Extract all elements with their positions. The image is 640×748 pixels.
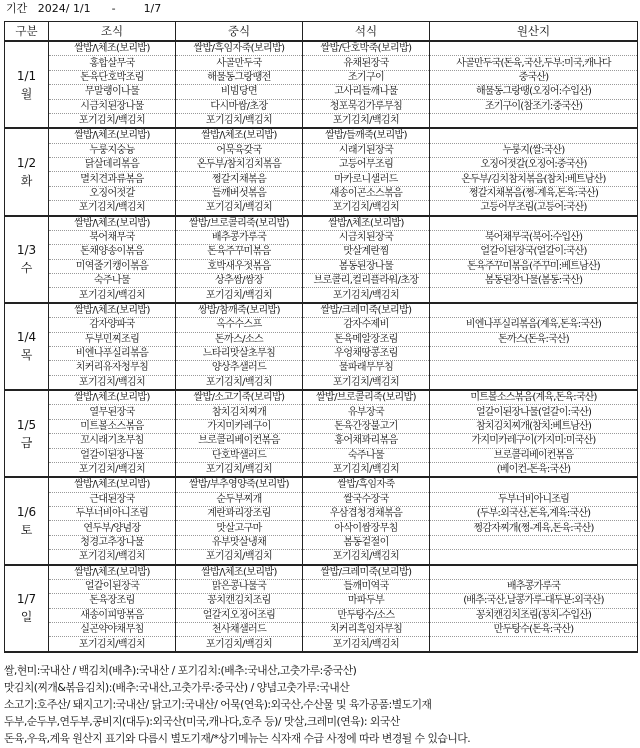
table-row	[5, 70, 638, 84]
day-date: 1/4	[16, 330, 37, 345]
origin-cell: 조기구이(참조기:중국산)	[430, 99, 638, 113]
lunch-cell: 포기김치/백김치	[176, 201, 303, 216]
origin-cell	[430, 550, 638, 565]
table-row	[5, 608, 638, 622]
lunch-cell: 배추콩가루국	[176, 230, 303, 244]
breakfast-cell: 누룽지숭늉	[49, 143, 176, 157]
breakfast-cell: 청경고추장나물	[49, 535, 176, 549]
table-row	[5, 565, 638, 580]
breakfast-cell: 돈채양송이볶음	[49, 245, 176, 259]
origin-cell: 배추콩가루국	[430, 579, 638, 593]
origin-cell: 비엔나푸실리볶음(계육,돈육:국산)	[430, 318, 638, 332]
lunch-cell: 어묵육갖국	[176, 143, 303, 157]
origin-cell: 누룽지(쌀:국산)	[430, 143, 638, 157]
day-cell	[5, 390, 49, 477]
dinner-cell: 만두탕수/소스	[303, 608, 430, 622]
dinner-cell: 포기김치/백김치	[303, 462, 430, 477]
note-line: 쌀,현미:국내산 / 백김치(배추):국내산 / 포기김치:(배추:국내산,고춧가루:중국산)	[4, 664, 357, 677]
lunch-cell: 다시마쌈/초장	[176, 99, 303, 113]
lunch-cell: 돈육주꾸미볶음	[176, 245, 303, 259]
day-cell	[5, 128, 49, 215]
dinner-cell: 시래기된장국	[303, 143, 430, 157]
menu-period: 기간 2024/ 1/1 - 1/7	[6, 2, 162, 15]
origin-cell: 중국산)	[430, 70, 638, 84]
day-date: 1/5	[16, 417, 37, 432]
origin-cell	[430, 565, 638, 580]
origin-cell: 온두부/김치참치볶음(참치:베트남산)	[430, 172, 638, 186]
lunch-cell: 포기김치/백김치	[176, 113, 303, 128]
breakfast-cell: 포기김치/백김치	[49, 113, 176, 128]
lunch-cell: 계란꽈리장조림	[176, 507, 303, 521]
lunch-cell: 포기김치/백김치	[176, 375, 303, 390]
breakfast-cell: 오징어젓갈	[49, 186, 176, 200]
dinner-cell: 감자수제비	[303, 318, 430, 332]
lunch-cell: 쌀밥/흑임자죽(보리밥)	[176, 41, 303, 56]
table-row	[5, 579, 638, 593]
lunch-cell: 참치김치찌개	[176, 405, 303, 419]
origin-cell	[430, 128, 638, 143]
breakfast-cell: 멸치견과류볶음	[49, 172, 176, 186]
dinner-cell: 쌀국수장국	[303, 492, 430, 506]
day-cell	[5, 565, 49, 652]
table-row	[5, 85, 638, 99]
dinner-cell: 숙주나물	[303, 448, 430, 462]
breakfast-cell: 숙주나물	[49, 274, 176, 288]
breakfast-cell: 치커리유자청무침	[49, 361, 176, 375]
origin-cell: (두부:외국산,돈육,계육:국산)	[430, 507, 638, 521]
lunch-cell: 브로콜리베이컨볶음	[176, 434, 303, 448]
table-row	[5, 318, 638, 332]
lunch-cell: 꽁치캔김치조림	[176, 594, 303, 608]
table-row	[5, 245, 638, 259]
origin-cell: (베이컨-돈육:국산)	[430, 462, 638, 477]
day-weekday: 토	[20, 522, 33, 537]
dinner-cell: 봄동된장나물	[303, 259, 430, 273]
breakfast-cell: 근대된장국	[49, 492, 176, 506]
lunch-cell: 맑은콩나물국	[176, 579, 303, 593]
breakfast-cell: 감자양파국	[49, 318, 176, 332]
table-row	[5, 637, 638, 652]
origin-cell: 북어채무국(북어:수입산)	[430, 230, 638, 244]
origin-cell	[430, 216, 638, 231]
dinner-cell: 아삭이쌈장무침	[303, 521, 430, 535]
origin-cell: 가지미카레구이(가지미:미국산)	[430, 434, 638, 448]
breakfast-cell: 연두부/양념장	[49, 521, 176, 535]
header-lunch: 중식	[176, 22, 303, 42]
origin-cell: 미트볼소스볶음(계육,돈육:국산)	[430, 390, 638, 405]
breakfast-cell: 열무된장국	[49, 405, 176, 419]
lunch-cell: 쌀밥/소고기죽(보리밥)	[176, 390, 303, 405]
origin-cell: 만두탕수(돈육:국산)	[430, 623, 638, 637]
origin-cell: 브로콜리베이컨볶음	[430, 448, 638, 462]
table-row	[5, 216, 638, 231]
origin-cell	[430, 535, 638, 549]
lunch-cell: 들깨버섯볶음	[176, 186, 303, 200]
lunch-cell: 돈까스/소스	[176, 332, 303, 346]
breakfast-cell: 쌀밥/\체조(보리밥)	[49, 128, 176, 143]
origin-cell: 고등어무조림(고등어:국산)	[430, 201, 638, 216]
lunch-cell: 옥수수스프	[176, 318, 303, 332]
lunch-cell: 포기김치/백김치	[176, 462, 303, 477]
table-row	[5, 56, 638, 70]
breakfast-cell: 실곤약야채무침	[49, 623, 176, 637]
breakfast-cell: 꼬시래기초무침	[49, 434, 176, 448]
dinner-cell: 브로콜리,컬리플라워/초장	[303, 274, 430, 288]
table-row	[5, 390, 638, 405]
lunch-cell: 천사채샐러드	[176, 623, 303, 637]
breakfast-cell: 무말랭이나물	[49, 85, 176, 99]
breakfast-cell: 얼갈이된장국	[49, 579, 176, 593]
dinner-cell: 우삼겹청경채볶음	[303, 507, 430, 521]
dinner-cell: 포기김치/백김치	[303, 375, 430, 390]
table-row	[5, 361, 638, 375]
origin-cell: 사골만두국(돈육,국산,두부:미국,캐나다	[430, 56, 638, 70]
table-row	[5, 462, 638, 477]
table-row	[5, 448, 638, 462]
origin-cell	[430, 41, 638, 56]
origin-cell: 꽁치캔김치조림(꽁치-수입산)	[430, 608, 638, 622]
table-row	[5, 158, 638, 172]
breakfast-cell: 북어채무국	[49, 230, 176, 244]
origin-cell: 참치김치찌개(참치:베트남산)	[430, 419, 638, 433]
day-weekday: 수	[20, 261, 33, 276]
lunch-cell: 순두부찌개	[176, 492, 303, 506]
header-breakfast: 조식	[49, 22, 176, 42]
table-row	[5, 41, 638, 56]
lunch-cell: 상추쌈/쌈장	[176, 274, 303, 288]
dinner-cell: 돈육간장불고기	[303, 419, 430, 433]
header-origin: 원산지	[430, 22, 638, 42]
day-weekday: 금	[20, 435, 33, 450]
origin-cell	[430, 361, 638, 375]
header-dinner: 석식	[303, 22, 430, 42]
breakfast-cell: 포기김치/백김치	[49, 201, 176, 216]
table-row	[5, 186, 638, 200]
origin-cell: 돈육주꾸미볶음(주꾸미:베트남산)	[430, 259, 638, 273]
dinner-cell: 쌀밥/\체조(보리밥)	[303, 216, 430, 231]
table-header-row	[5, 22, 638, 42]
table-row	[5, 550, 638, 565]
table-row	[5, 303, 638, 318]
table-row	[5, 507, 638, 521]
breakfast-cell: 홍합살무국	[49, 56, 176, 70]
breakfast-cell: 포기김치/백김치	[49, 462, 176, 477]
origin-cell: 두부너비아니조림	[430, 492, 638, 506]
day-cell	[5, 477, 49, 564]
lunch-cell: 온두부/참치김치볶음	[176, 158, 303, 172]
dinner-cell: 치커리흑임자무침	[303, 623, 430, 637]
origin-cell: 해물동그랑땡(오징어:수입산)	[430, 85, 638, 99]
dinner-cell: 포기김치/백김치	[303, 288, 430, 303]
origin-cell: 봄동된장나물(봄동:국산)	[430, 274, 638, 288]
origin-cell	[430, 288, 638, 303]
dinner-cell: 청포묵김가루무침	[303, 99, 430, 113]
dinner-cell: 포기김치/백김치	[303, 201, 430, 216]
breakfast-cell: 두부너비아니조림	[49, 507, 176, 521]
lunch-cell: 호박새우젓볶음	[176, 259, 303, 273]
dinner-cell: 돈육메알장조림	[303, 332, 430, 346]
origin-cell: 얼갈이된장국(얼갈이:국산)	[430, 245, 638, 259]
origin-cell: 쩡감자찌개(쩡-계육,돈육:국산)	[430, 521, 638, 535]
table-row	[5, 419, 638, 433]
day-cell	[5, 216, 49, 303]
dinner-cell: 유채된장국	[303, 56, 430, 70]
dinner-cell: 들깨미역국	[303, 579, 430, 593]
dinner-cell: 홍어채꽈리볶음	[303, 434, 430, 448]
dinner-cell: 쌀밥/들깨죽(보리밥)	[303, 128, 430, 143]
lunch-cell: 양상추샐러드	[176, 361, 303, 375]
breakfast-cell: 돈육단호박조림	[49, 70, 176, 84]
dinner-cell: 마파두부	[303, 594, 430, 608]
dinner-cell: 쌀밥/크레미죽(보리밥)	[303, 565, 430, 580]
lunch-cell: 쌍밥/참깨죽(보리밥)	[176, 303, 303, 318]
table-row	[5, 99, 638, 113]
table-row	[5, 230, 638, 244]
dinner-cell: 쌀밥/크레미죽(보리밥)	[303, 303, 430, 318]
breakfast-cell: 쌀밥/\체조(보리밥)	[49, 390, 176, 405]
day-date: 1/1	[16, 68, 37, 83]
breakfast-cell: 쌀밥/\체조(보리밥)	[49, 41, 176, 56]
table-row	[5, 274, 638, 288]
day-weekday: 일	[20, 610, 33, 625]
day-weekday: 목	[20, 348, 33, 363]
origin-notes	[4, 662, 638, 747]
breakfast-cell: 미역줄기캥이볶음	[49, 259, 176, 273]
origin-cell: 얼갈이된장나물(얼갈이:국산)	[430, 405, 638, 419]
breakfast-cell: 미트볼소스볶음	[49, 419, 176, 433]
origin-cell	[430, 477, 638, 492]
day-date: 1/6	[16, 504, 37, 519]
table-row	[5, 405, 638, 419]
table-row	[5, 346, 638, 360]
dinner-cell: 물파래무무침	[303, 361, 430, 375]
note-line: 소고기:호주산/ 돼지고기:국내산/ 닭고기:국내산/ 어묵(연육):외국산,수산물 및 육가공품:별도기재	[4, 698, 432, 711]
day-cell	[5, 303, 49, 390]
note-line: 돈육,우육,계육 원산지 표기와 다름시 별도기재/*상기메뉴는 식자재 수급 사정에 따라 변경될 수 있습니다.	[4, 732, 471, 745]
table-row	[5, 288, 638, 303]
breakfast-cell: 돈육장조림	[49, 594, 176, 608]
lunch-cell: 쌀밥/\체조(보리밥)	[176, 565, 303, 580]
note-line: 맛김치(찌개&볶음김치):(배추:국내산,고춧가루:중국산) / 양념고춧가루:국내산	[4, 681, 350, 694]
lunch-cell: 쩡갈지채볶음	[176, 172, 303, 186]
lunch-cell: 가지미카레구이	[176, 419, 303, 433]
dinner-cell: 포기김치/백김치	[303, 113, 430, 128]
table-row	[5, 375, 638, 390]
table-row	[5, 259, 638, 273]
breakfast-cell: 쌀밥/\체조(보리밥)	[49, 565, 176, 580]
weekly-meal-table	[4, 21, 638, 653]
table-row	[5, 434, 638, 448]
lunch-cell: 단호박샐러드	[176, 448, 303, 462]
lunch-cell: 얼갈지오징어조림	[176, 608, 303, 622]
lunch-cell: 느타리맛살초무침	[176, 346, 303, 360]
origin-cell	[430, 346, 638, 360]
breakfast-cell: 쌀밥/\체조(보리밥)	[49, 303, 176, 318]
dinner-cell: 새송이곤소스볶음	[303, 186, 430, 200]
header-category: 구분	[5, 22, 49, 42]
origin-cell	[430, 375, 638, 390]
breakfast-cell: 얼갈이된장나물	[49, 448, 176, 462]
breakfast-cell: 포기김치/백김치	[49, 550, 176, 565]
table-row	[5, 594, 638, 608]
table-row	[5, 128, 638, 143]
lunch-cell: 쌀밥/\체조(보리밥)	[176, 128, 303, 143]
note-line: 두부,순두부,연두부,콩비지(대두):외국산(미국,캐나다,호주 등)/ 맛살,크레미(연육): 외국산	[4, 715, 400, 728]
breakfast-cell: 쌀밥/\체조(보리밥)	[49, 477, 176, 492]
lunch-cell: 해물동그랑땡전	[176, 70, 303, 84]
breakfast-cell: 두부민찌조림	[49, 332, 176, 346]
dinner-cell: 포기김치/백김치	[303, 637, 430, 652]
table-row	[5, 113, 638, 128]
table-row	[5, 521, 638, 535]
table-row	[5, 492, 638, 506]
menu-body	[5, 41, 638, 652]
lunch-cell: 쌀밥/부추영양죽(보리밥)	[176, 477, 303, 492]
table-row	[5, 332, 638, 346]
lunch-cell: 유부맛살냉채	[176, 535, 303, 549]
day-weekday: 월	[20, 86, 33, 101]
dinner-cell: 포기김치/백김치	[303, 550, 430, 565]
origin-cell: 오징어젓갈(오징어:중국산)	[430, 158, 638, 172]
table-row	[5, 623, 638, 637]
dinner-cell: 마카로니샐러드	[303, 172, 430, 186]
origin-cell	[430, 637, 638, 652]
breakfast-cell: 닭살데리볶음	[49, 158, 176, 172]
dinner-cell: 고사리들깨나물	[303, 85, 430, 99]
table-row	[5, 477, 638, 492]
table-row	[5, 535, 638, 549]
dinner-cell: 유부장국	[303, 405, 430, 419]
breakfast-cell: 비엔나푸실리볶음	[49, 346, 176, 360]
dinner-cell: 시금치된장국	[303, 230, 430, 244]
dinner-cell: 쌀밥/브로콜리죽(보리밥)	[303, 390, 430, 405]
dinner-cell: 쌀밥/흑임자죽	[303, 477, 430, 492]
day-date: 1/7	[16, 592, 37, 607]
breakfast-cell: 포기김치/백김치	[49, 637, 176, 652]
dinner-cell: 봄동겉절이	[303, 535, 430, 549]
origin-cell: 돈까스(돈육:국산)	[430, 332, 638, 346]
breakfast-cell: 새송이피망볶음	[49, 608, 176, 622]
origin-cell: (배추:국산,날콩가루-대두분:외국산)	[430, 594, 638, 608]
dinner-cell: 맛살계란찜	[303, 245, 430, 259]
day-weekday: 화	[20, 173, 33, 188]
day-date: 1/2	[16, 155, 37, 170]
table-row	[5, 172, 638, 186]
origin-cell: 쩡갈지채볶음(쩡-계육,돈육:국산)	[430, 186, 638, 200]
table-row	[5, 143, 638, 157]
day-date: 1/3	[16, 243, 37, 258]
day-cell	[5, 41, 49, 128]
origin-cell	[430, 113, 638, 128]
dinner-cell: 쌀밥/단호박죽(보리밥)	[303, 41, 430, 56]
lunch-cell: 비빔당면	[176, 85, 303, 99]
breakfast-cell: 포기김치/백김치	[49, 288, 176, 303]
lunch-cell: 맛살고구마	[176, 521, 303, 535]
dinner-cell: 고등어무조림	[303, 158, 430, 172]
dinner-cell: 조기구이	[303, 70, 430, 84]
lunch-cell: 포기김치/백김치	[176, 637, 303, 652]
breakfast-cell: 쌀밥/\체조(보리밥)	[49, 216, 176, 231]
origin-cell	[430, 303, 638, 318]
dinner-cell: 우엉채땅콩조림	[303, 346, 430, 360]
lunch-cell: 쌀밥/브로콜리죽(보리밥)	[176, 216, 303, 231]
breakfast-cell: 시금치된장나물	[49, 99, 176, 113]
lunch-cell: 포기김치/백김치	[176, 288, 303, 303]
table-row	[5, 201, 638, 216]
breakfast-cell: 포기김치/백김치	[49, 375, 176, 390]
lunch-cell: 사골만두국	[176, 56, 303, 70]
lunch-cell: 포기김치/백김치	[176, 550, 303, 565]
